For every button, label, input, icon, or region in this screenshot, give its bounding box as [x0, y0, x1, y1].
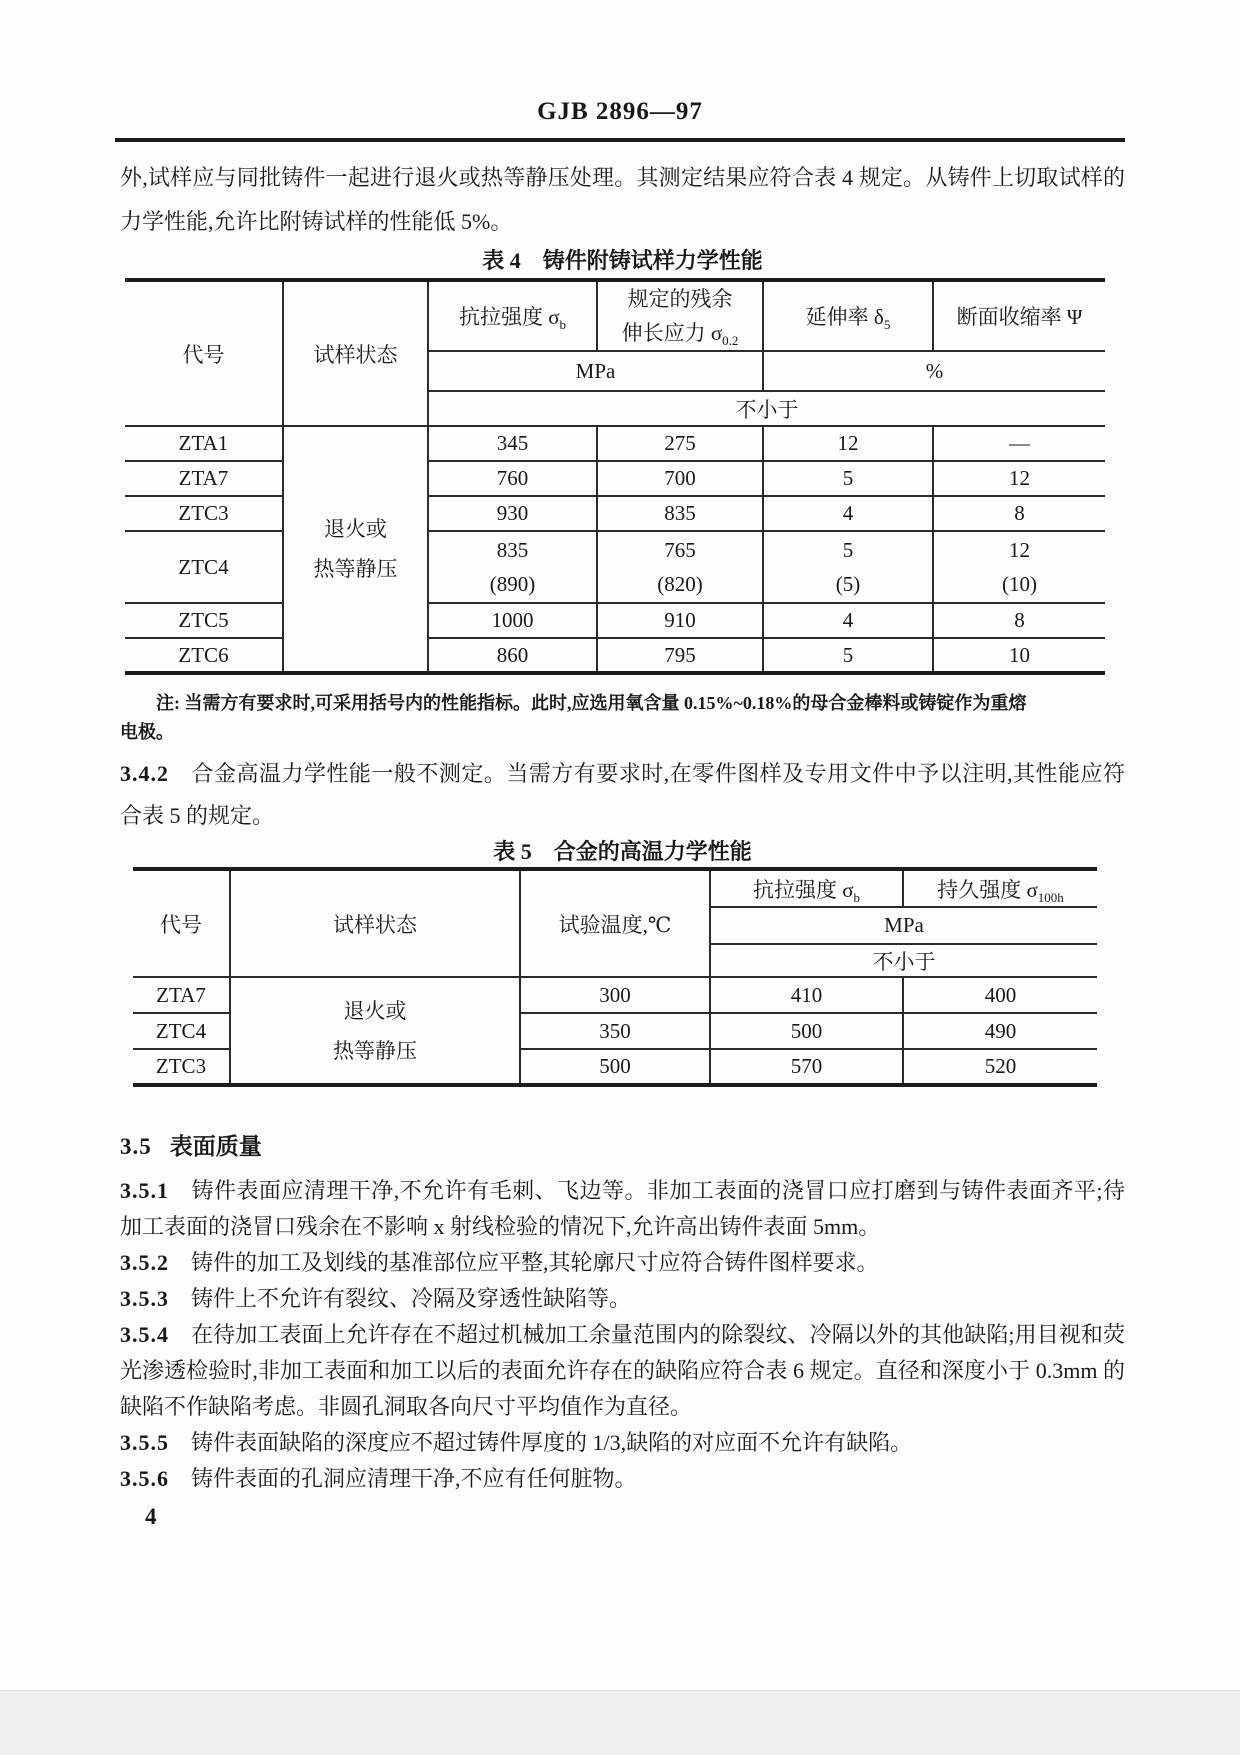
t4-cell: 275	[597, 426, 763, 461]
t4-cell: 910	[597, 603, 763, 638]
t5-cell: 490	[903, 1013, 1097, 1049]
t5-unit-mpa: MPa	[710, 907, 1097, 944]
table4-note	[120, 689, 1125, 747]
intro-paragraph: 外,试样应与同批铸件一起进行退火或热等静压处理。其测定结果应符合表 4 规定。从铸件上切取试样的力学性能,允许比附铸试样的性能低 5%。	[120, 165, 1125, 234]
t4-header-tensile: 抗拉强度 $\sigma_b$	[428, 280, 597, 351]
t4-code-ztc5: ZTC5	[125, 603, 283, 638]
t4-cell: 4	[763, 603, 933, 638]
t5-code-ztc4: ZTC4	[133, 1013, 230, 1049]
t5-header-code: 代号	[133, 869, 230, 977]
t5-cell: 520	[903, 1049, 1097, 1085]
page-number: 4	[145, 1504, 157, 1529]
t4-not-less-than: 不小于	[428, 391, 1105, 426]
t5-cell: 570	[710, 1049, 903, 1085]
t4-cell: 5	[763, 638, 933, 673]
t4-unit-mpa: MPa	[428, 351, 763, 391]
t4-header-elongation: 延伸率 $\delta_5$	[763, 280, 933, 351]
table4-caption: 表 4 铸件附铸试样力学性能	[482, 248, 763, 273]
t4-cell: 765 (820)	[597, 531, 763, 603]
t4-cell: 835	[597, 496, 763, 531]
t4-cell: 860	[428, 638, 597, 673]
t4-cell: 10	[933, 638, 1105, 673]
t5-cell: 300	[520, 977, 710, 1013]
t4-code-ztc4: ZTC4	[125, 531, 283, 603]
note-line-2: 电极。	[120, 722, 174, 742]
t4-cell: —	[933, 426, 1105, 461]
section-3-5-2: 3.5.2 铸件的加工及划线的基准部位应平整,其轮廓尺寸应符合铸件图样要求。	[120, 1250, 879, 1275]
t4-cell: 345	[428, 426, 597, 461]
section-3-5-5: 3.5.5 铸件表面缺陷的深度应不超过铸件厚度的 1/3,缺陷的对应面不允许有缺陷。	[120, 1430, 913, 1455]
t4-cell: 760	[428, 461, 597, 496]
t5-not-less-than: 不小于	[710, 944, 1097, 977]
t4-header-residual-stress: 规定的残余 伸长应力 $\sigma_{0.2}$	[597, 280, 763, 351]
table5-caption: 表 5 合金的高温力学性能	[493, 839, 752, 864]
t4-cell: 12	[933, 461, 1105, 496]
t4-code-zta7: ZTA7	[125, 461, 283, 496]
t4-cell: 5 (5)	[763, 531, 933, 603]
table-row	[125, 426, 1105, 461]
t4-unit-percent: %	[763, 351, 1105, 391]
t4-header-reduction: 断面收缩率 Ψ	[933, 280, 1105, 351]
section-3-5-3: 3.5.3 铸件上不允许有裂纹、冷隔及穿透性缺陷等。	[120, 1286, 632, 1311]
t4-header-code: 代号	[125, 280, 283, 426]
t4-cell: 8	[933, 496, 1105, 531]
t4-cell: 12 (10)	[933, 531, 1105, 603]
table5-high-temperature-properties	[133, 867, 1097, 1087]
t5-header-temp: 试验温度,℃	[520, 869, 710, 977]
table4-header-row-1	[125, 280, 1105, 351]
t4-code-ztc6: ZTC6	[125, 638, 283, 673]
t5-code-zta7: ZTA7	[133, 977, 230, 1013]
t4-code-ztc3: ZTC3	[125, 496, 283, 531]
header-rule	[115, 138, 1125, 142]
t4-cell: 1000	[428, 603, 597, 638]
t5-cell: 500	[520, 1049, 710, 1085]
table-row	[125, 638, 1105, 673]
t5-header-endurance: 持久强度 $\sigma_{100h}$	[903, 869, 1097, 907]
section-3-5-6: 3.5.6 铸件表面的孔洞应清理干净,不应有任何脏物。	[120, 1466, 637, 1491]
table-row	[125, 531, 1105, 603]
table4-cast-on-sample-properties	[125, 278, 1105, 675]
t4-cell: 795	[597, 638, 763, 673]
t5-cell: 410	[710, 977, 903, 1013]
t5-state-value: 退火或 热等静压	[230, 977, 520, 1085]
t4-code-zta1: ZTA1	[125, 426, 283, 461]
t4-cell: 930	[428, 496, 597, 531]
t5-cell: 350	[520, 1013, 710, 1049]
t5-cell: 500	[710, 1013, 903, 1049]
table-row	[125, 496, 1105, 531]
content-area	[120, 156, 1125, 1497]
section-3-5-body	[120, 1173, 1125, 1497]
t4-cell: 12	[763, 426, 933, 461]
t5-header-tensile: 抗拉强度 $\sigma_b$	[710, 869, 903, 907]
table5-header-row-1	[133, 869, 1097, 907]
t5-cell: 400	[903, 977, 1097, 1013]
standard-number: GJB 2896—97	[537, 98, 703, 125]
t4-cell: 835 (890)	[428, 531, 597, 603]
section-3-5-4: 3.5.4 在待加工表面上允许存在不超过机械加工余量范围内的除裂纹、冷隔以外的其他缺陷;用目视和荧光渗透检验时,非加工表面和加工以后的表面允许存在的缺陷应符合表 6 规定。直径和深度小于 0.3mm 的缺陷不作缺陷考虑。非圆孔洞取各向尺寸平均值作为直径。	[120, 1322, 1125, 1419]
table-row	[125, 461, 1105, 496]
table-row	[133, 977, 1097, 1013]
section-3-4-2: 3.4.2 合金高温力学性能一般不测定。当需方有要求时,在零件图样及专用文件中予以注明,其性能应符合表 5 的规定。	[120, 761, 1125, 828]
t4-cell: 4	[763, 496, 933, 531]
t4-header-state: 试样状态	[283, 280, 428, 426]
t5-header-state: 试样状态	[230, 869, 520, 977]
t4-cell: 5	[763, 461, 933, 496]
t4-cell: 8	[933, 603, 1105, 638]
t5-code-ztc3: ZTC3	[133, 1049, 230, 1085]
t4-cell: 700	[597, 461, 763, 496]
scan-bottom-edge	[0, 1690, 1240, 1755]
section-3-5-heading: 3.5 表面质量	[120, 1134, 262, 1159]
section-3-5-1: 3.5.1 铸件表面应清理干净,不允许有毛刺、飞边等。非加工表面的浇冒口应打磨到与铸件表面齐平;待加工表面的浇冒口残余在不影响 x 射线检验的情况下,允许高出铸件表面 5mm。	[120, 1178, 1125, 1239]
note-line-1: 注: 当需方有要求时,可采用括号内的性能指标。此时,应选用氧含量 0.15%~0.18%的母合金棒料或铸锭作为重熔	[156, 693, 1027, 713]
t4-state-value: 退火或 热等静压	[283, 426, 428, 673]
table-row	[125, 603, 1105, 638]
